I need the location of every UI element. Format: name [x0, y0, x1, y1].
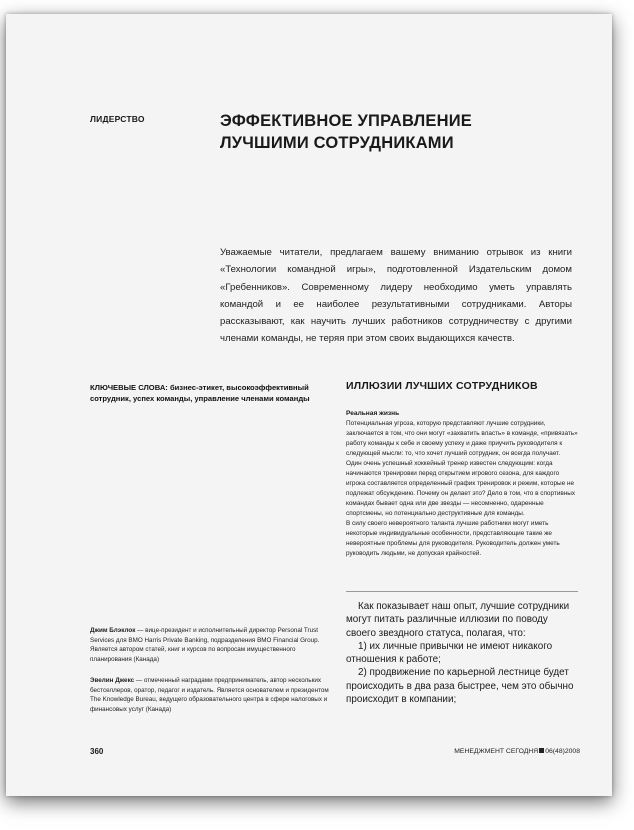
author-name: Джим Блэклок: [90, 627, 136, 634]
sidebar-box-title: Реальная жизнь: [346, 410, 400, 417]
author-description: — отмеченный наградами предприниматель, автор нескольких бестселлеров, оратор, педагог и издатель. Является основателем и президентом The Knowledge Bureau, ведущего образовательного центра в сфере налоговых и финансовых услуг (Канада): [90, 677, 329, 713]
issue-number: 06(48)2008: [545, 748, 580, 755]
article-title: ЭФФЕКТИВНОЕ УПРАВЛЕНИЕ ЛУЧШИМИ СОТРУДНИКАМИ: [220, 112, 473, 152]
author-name: Эвелин Джекс: [90, 677, 135, 684]
sidebar-paragraph: Потенциальная угроза, которую представляют лучшие сотрудники, заключается в том, что они могут «захватить власть» в команде, «привязать» работу команды к себе и своему успеху и даже приучить руководителя к следующей мысли: то, что хочет лучший сотрудник, он всегда получает.: [346, 420, 578, 457]
sidebar-paragraph: В силу своего невероятного таланта лучшие работники могут иметь некоторые индивидуальные особенности, представляющие такие же невероятные проблемы для руководителя. Руководитель должен уметь руководить людьми, не допуская крайностей.: [346, 520, 560, 557]
body-lead: Как показывает наш опыт, лучшие сотрудники могут питать различные иллюзии по поводу своего звездного статуса, полагая, что:: [346, 601, 570, 639]
intro-paragraph: Уважаемые читатели, предлагаем вашему вниманию отрывок из книги «Технологии командной игры», подготовленной Издательским домом «Гребенников». Современному лидеру необходимо уметь управлять командой и ее наиболее результативными сотрудниками. Авторы рассказывают, как научить лучших работников сотрудничеству с другими членами команды, не теряя при этом своих выдающихся качеств.: [220, 247, 572, 345]
journal-name: МЕНЕДЖМЕНТ СЕГОДНЯ: [454, 748, 539, 755]
section-tag: ЛИДЕРСТВО: [90, 114, 145, 124]
body-text: [346, 600, 576, 706]
author-description: — вице-президент и исполнительный директор Personal Trust Services для BMO Harris Private Banking, подразделения BMO Financial Group. Является автором статей, книг и курсов по вопросам имущественного планирования (Канада): [90, 627, 320, 663]
square-bullet-icon: [539, 748, 544, 753]
keywords: КЛЮЧЕВЫЕ СЛОВА: бизнес-этикет, высокоэффективный сотрудник, успех команды, управление членами команды: [90, 383, 310, 403]
sidebar-box-body: [346, 419, 578, 559]
journal-footer: [446, 748, 580, 755]
author-bio: [90, 676, 330, 714]
author-bio: [90, 626, 330, 664]
sidebar-paragraph: Один очень успешный хоккейный тренер известен следующим: когда начинаются тренировки перед открытием игрового сезона, для каждого игрока составляется определенный график тренировок и режим, которые не подлежат обсуждению. Почему он делает это? Дело в том, что в спортивных командах бывает одна или две звезды — несомненно, одаренные спортсмены, но потенциально деструктивные для команды.: [346, 460, 576, 517]
body-list-item: 1) их личные привычки не имеют никакого отношения к работе;: [346, 640, 553, 666]
body-list-item: 2) продвижение по карьерной лестнице будет происходить в два раза быстрее, чем это обычно происходит в компании;: [346, 667, 574, 706]
magazine-page: [6, 14, 612, 796]
divider: [346, 591, 578, 592]
page-number: 360: [90, 747, 104, 756]
column-heading: ИЛЛЮЗИИ ЛУЧШИХ СОТРУДНИКОВ: [346, 380, 538, 392]
